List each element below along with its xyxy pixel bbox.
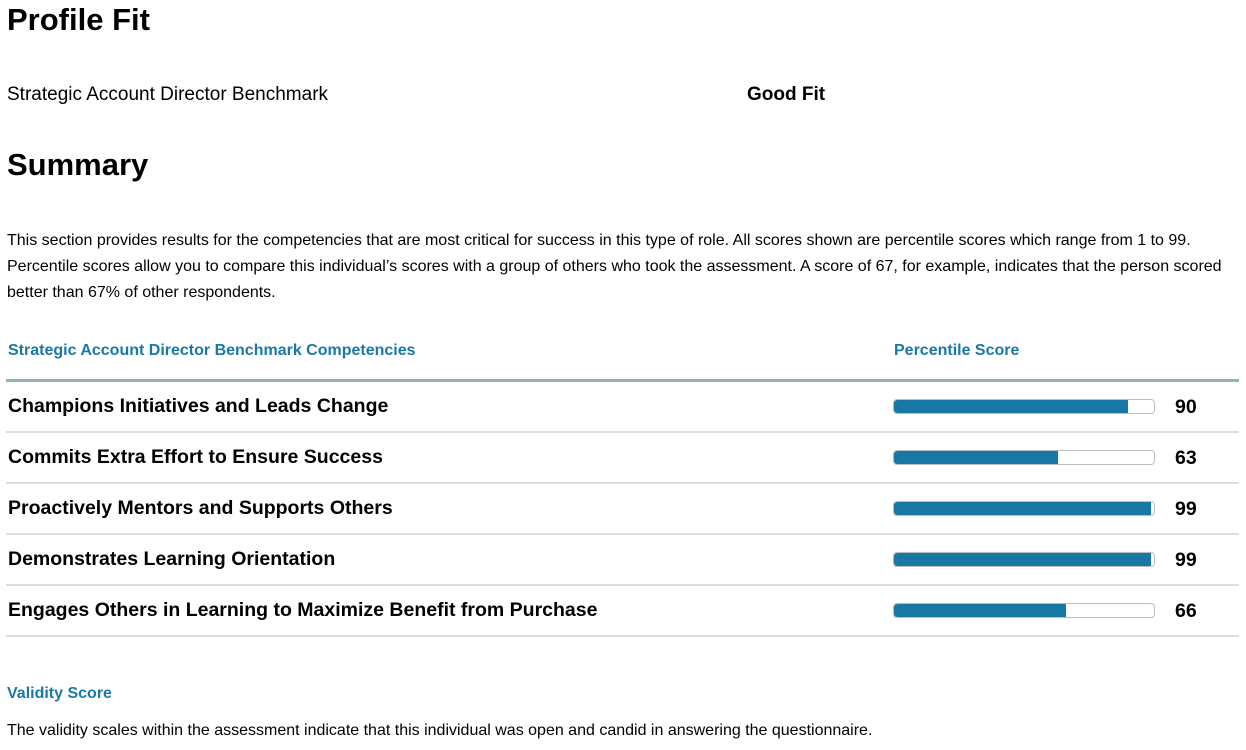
percentile-bar-fill <box>894 451 1058 464</box>
benchmark-label: Strategic Account Director Benchmark <box>7 84 329 105</box>
percentile-bar-fill <box>894 502 1151 515</box>
percentile-score-value: 99 <box>1175 549 1197 571</box>
competency-row <box>6 586 1239 637</box>
summary-heading: Summary <box>7 147 149 182</box>
validity-score-text: The validity scales within the assessment indicate that this individual was open and candid in answering the questionnaire. <box>7 722 873 739</box>
percentile-bar <box>893 603 1155 618</box>
competency-row <box>6 433 1239 484</box>
competency-row <box>6 382 1239 433</box>
fit-result: Good Fit <box>747 84 826 105</box>
percentile-score-value: 99 <box>1175 498 1197 520</box>
competency-name: Champions Initiatives and Leads Change <box>8 395 389 417</box>
competency-name: Engages Others in Learning to Maximize Benefit from Purchase <box>8 599 598 621</box>
validity-score-heading: Validity Score <box>7 685 112 702</box>
percentile-bar <box>893 399 1155 414</box>
competency-row <box>6 535 1239 586</box>
profile-fit-heading: Profile Fit <box>7 2 150 37</box>
percentile-score-value: 63 <box>1175 447 1197 469</box>
percentile-bar <box>893 501 1155 516</box>
percentile-score-value: 90 <box>1175 396 1197 418</box>
percentile-bar-fill <box>894 553 1151 566</box>
percentile-bar-fill <box>894 604 1066 617</box>
competencies-column-header: Strategic Account Director Benchmark Competencies <box>8 342 416 359</box>
percentile-score-value: 66 <box>1175 600 1197 622</box>
percentile-score-column-header: Percentile Score <box>894 342 1020 359</box>
competency-row <box>6 484 1239 535</box>
percentile-bar-fill <box>894 400 1128 413</box>
competency-name: Proactively Mentors and Supports Others <box>8 497 393 519</box>
competency-name: Commits Extra Effort to Ensure Success <box>8 446 383 468</box>
percentile-bar <box>893 450 1155 465</box>
summary-intro-text: This section provides results for the competencies that are most critical for success in this type of role. All scores shown are percentile scores which range from 1 to 99. Percentile scores allow you to compare this individual’s scores with a group of others who took the assessment. A score of 67, for example, indicates that the person scored better than 67% of other respondents. <box>7 232 1222 301</box>
percentile-bar <box>893 552 1155 567</box>
competency-name: Demonstrates Learning Orientation <box>8 548 336 570</box>
